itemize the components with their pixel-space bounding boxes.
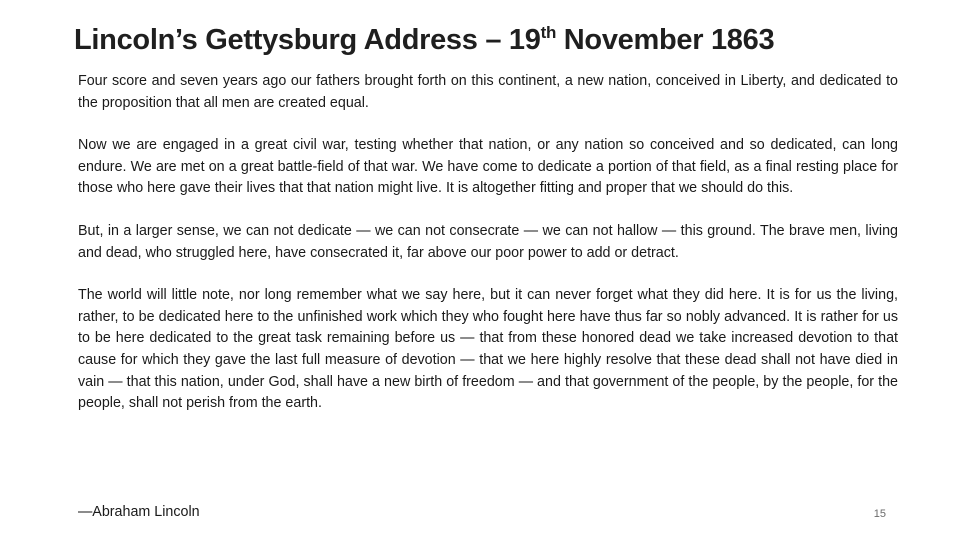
paragraph-3: But, in a larger sense, we can not dedicate — we can not consecrate — we can not hallow — this ground. The brave men, living and dead, who struggled here, have consecrated it, far above our poor power to add or detract.	[78, 222, 898, 261]
slide-title	[74, 24, 894, 57]
address-body	[78, 71, 898, 436]
title-ordinal-suffix: th	[540, 23, 557, 42]
page-number: 15	[873, 508, 886, 520]
paragraph-4: The world will little note, nor long remember what we say here, but it can never forget what they did here. It is for us the living, rather, to be dedicated here to the unfinished work which they who fought here have thus far so nobly advanced. It is rather for us to be here dedicated to the great task remaining before us — that from these honored dead we take increased devotion to that cause for which they gave the last full measure of devotion — that we here highly resolve that these dead shall not have died in vain — that this nation, under God, shall have a new birth of freedom — and that government of the people, by the people, for the people, shall not perish from the earth.	[78, 287, 898, 412]
paragraph-2: Now we are engaged in a great civil war, testing whether that nation, or any nation so conceived and so dedicated, can long endure. We are met on a great battle-field of that war. We have come to dedicate a portion of that field, as a final resting place for those who here gave their lives that that nation might live. It is altogether fitting and proper that we should do this.	[78, 137, 898, 197]
signature: —Abraham Lincoln	[78, 504, 200, 520]
title-text-start: Lincoln’s Gettysburg Address – 19	[74, 24, 541, 56]
title-text-end: November 1863	[556, 24, 775, 56]
paragraph-1: Four score and seven years ago our fathers brought forth on this continent, a new nation, conceived in Liberty, and dedicated to the proposition that all men are created equal.	[78, 73, 898, 111]
